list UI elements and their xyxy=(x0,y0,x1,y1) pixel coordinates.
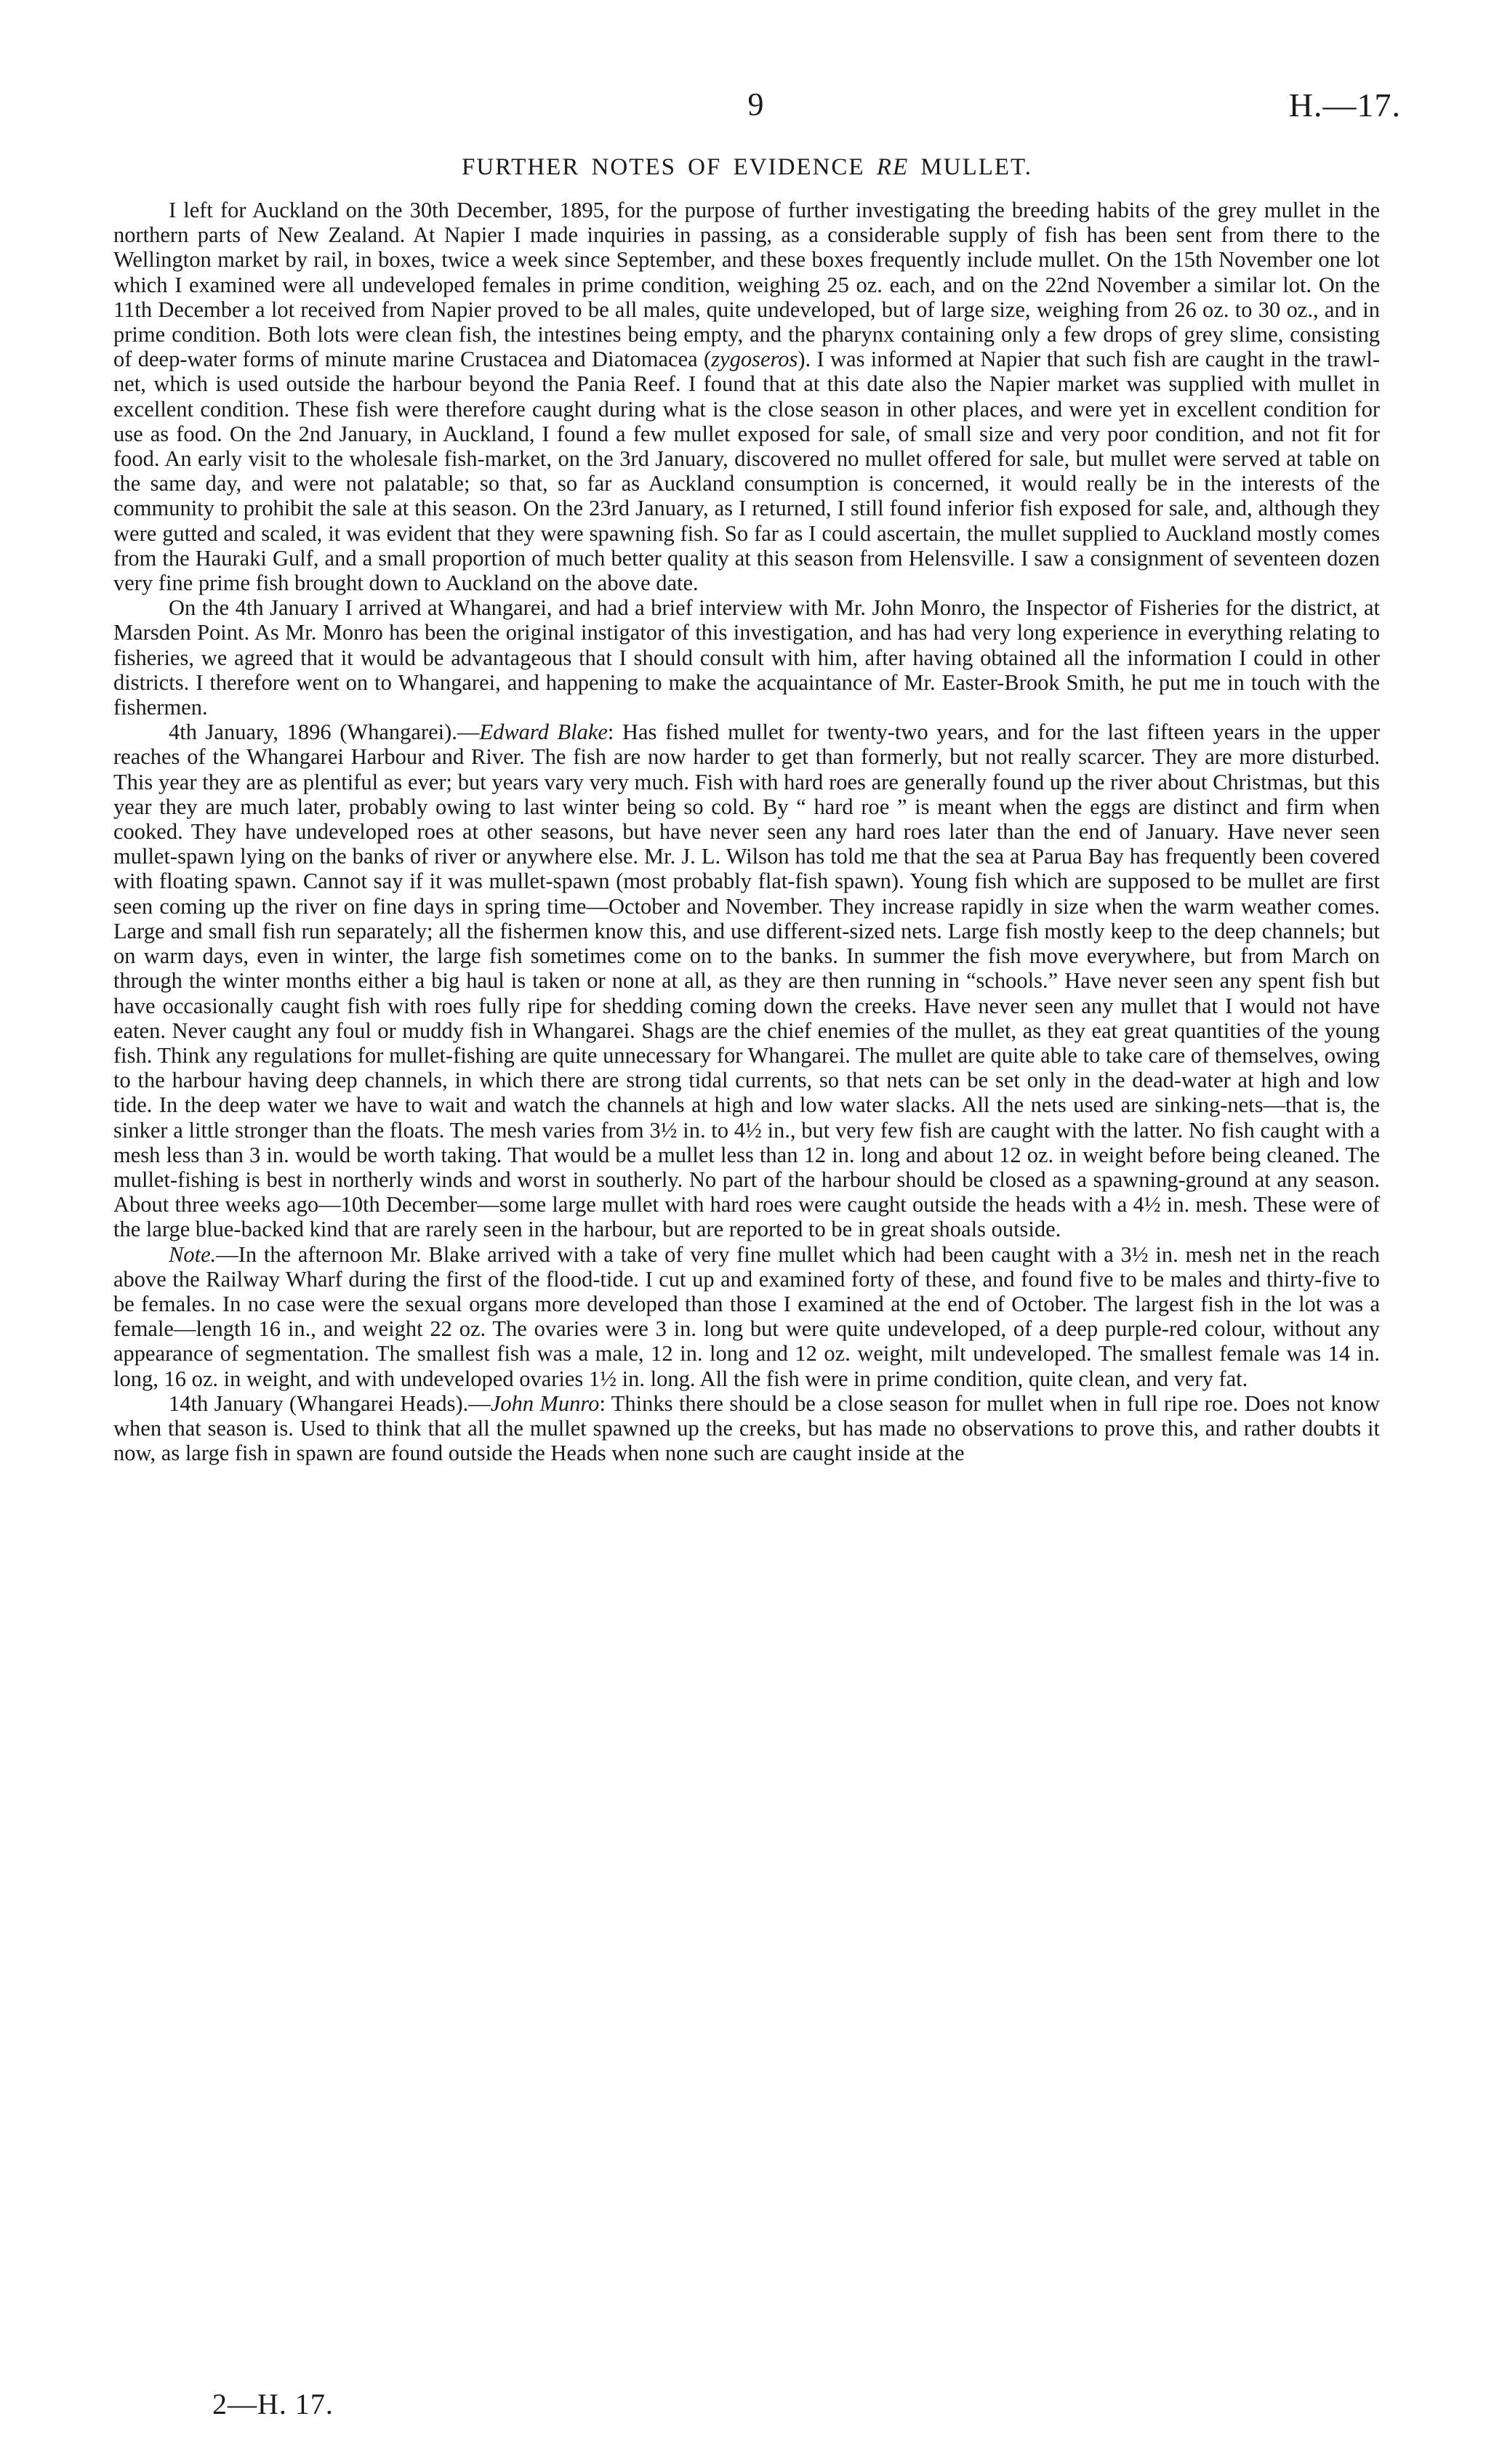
note-label: Note. xyxy=(169,1241,217,1267)
document-code: H.—17. xyxy=(1288,86,1401,124)
italic-term: zygoseros xyxy=(711,347,798,372)
paragraph-text: ). I was informed at Napier that such fish are caught in the trawl-net, which is used outside the harbour beyond the Pania Reef. I found that at this date also the Napier market was supplied with mullet in excellent condition. These fish were therefore caught during what is the close season in other places, and were yet in excellent condition for use as food. On the 2nd January, in Auckland, I found a few mullet exposed for sale, of small size and very poor condition, and not fit for food. An early visit to the wholesale fish-market, on the 3rd January, discovered no mullet offered for sale, but mullet were served at table on the same day, and were not palatable; so that, so far as Auckland consumption is concerned, it would really be in the interests of the community to prohibit the sale at this season. On the 23rd January, as I returned, I still found inferior fish exposed for sale, and, although they were gutted and scaled, it was evident that they were spawning fish. So far as I could ascertain, the mullet supplied to Auckland mostly comes from the Hauraki Gulf, and a small proportion of much better quality at this season from Helensville. I saw a consignment of seventeen dozen very fine prime fish brought down to Auckland on the above date. xyxy=(113,347,1380,596)
paragraph-auckland xyxy=(113,198,1380,595)
witness-name: John Munro xyxy=(490,1390,600,1416)
body-text xyxy=(113,198,1380,1465)
signature-mark: 2—H. 17. xyxy=(212,2388,334,2420)
witness-name: Edward Blake xyxy=(479,720,608,745)
paragraph-note xyxy=(113,1242,1380,1391)
entry-date: 14th January (Whangarei Heads).— xyxy=(169,1390,491,1416)
paragraph-text: I left for Auckland on the 30th December, 1895, for the purpose of further investigating the breeding habits of the grey mullet in the northern parts of New Zealand. At Napier I made inquiries in passing, as a considerable supply of fish has been sent from there to the Wellington market by rail, in boxes, twice a week since September, and these boxes frequently include mullet. On the 15th November one lot which I examined were all undeveloped females in prime condition, weighing 25 oz. each, and on the 22nd November a similar lot. On the 11th December a lot received from Napier proved to be all males, quite undeveloped, but of large size, weighing from 26 oz. to 30 oz., and in prime condition. Both lots were clean fish, the intestines being empty, and the pharynx containing only a few drops of grey slime, consisting of deep-water forms of minute marine Crustacea and Diatomacea ( xyxy=(113,198,1380,372)
title-re: RE xyxy=(876,154,909,180)
section-title xyxy=(0,154,1494,181)
paragraph-edward-blake xyxy=(113,720,1380,1241)
paragraph-john-munro xyxy=(113,1391,1380,1466)
title-text: FURTHER NOTES OF EVIDENCE xyxy=(461,154,877,180)
page-number: 9 xyxy=(747,86,765,122)
entry-date: 4th January, 1896 (Whangarei).— xyxy=(169,720,480,745)
paragraph-text: : Thinks there should be a close season for mullet when in full ripe roe. Does not know when that season is. Used to think that all the mullet spawned up the creeks, but has made no observations to prove this, and rather doubts it now, as large fish in spawn are found outside the Heads when none such are caught inside at the xyxy=(113,1390,1381,1466)
paragraph-whangarei-arrival: On the 4th January I arrived at Whangarei, and had a brief interview with Mr. John Monro, the Inspector of Fisheries for the district, at Marsden Point. As Mr. Monro has been the original instigator of this investigation, and has had very long experience in everything relating to fisheries, we agreed that it would be advantageous that I should consult with him, after having obtained all the information I could in other districts. I therefore went on to Whangarei, and happening to make the acquaintance of Mr. Easter-Brook Smith, he put me in touch with the fishermen. xyxy=(113,595,1380,720)
title-text-end: MULLET. xyxy=(909,154,1033,180)
paragraph-text: : Has fished mullet for twenty-two years, and for the last fifteen years in the upper reaches of the Whangarei Harbour and River. The fish are now harder to get than formerly, but not really scarcer. They are more disturbed. This year they are as plentiful as ever; but years vary very much. Fish with hard roes are generally found up the river about Christmas, but this year they are much later, probably owing to last winter being so cold. By “ hard roe ” is meant when the eggs are distinct and firm when cooked. They have undeveloped roes at other seasons, but have never seen any hard roes later than the end of January. Have never seen mullet-spawn lying on the banks of river or anywhere else. Mr. J. L. Wilson has told me that the sea at Parua Bay has frequently been covered with floating spawn. Cannot say if it was mullet-spawn (most probably flat-fish spawn). Young fish which are supposed to be mullet are first seen coming up the river on fine days in spring time—October and November. They increase rapidly in size when the warm weather comes. Large and small fish run separately; all the fishermen know this, and use different-sized nets. Large fish mostly keep to the deep channels; but on warm days, even in winter, the large fish sometimes come on to the banks. In summer the fish move everywhere, but from March on through the winter months either a big haul is taken or none at all, as they are then running in “schools.” Have never seen any spent fish but have occasionally caught fish with roes fully ripe for shedding coming down the creeks. Have never seen any mullet that I would not have eaten. Never caught any foul or muddy fish in Whangarei. Shags are the chief enemies of the mullet, as they eat great quantities of the young fish. Think any regulations for mullet-fishing are quite unnecessary for Whangarei. The mullet are quite able to take care of themselves, owing to the harbour having deep channels, in which there are strong tidal currents, so that nets can be set only in the dead-water at high and low tide. In the deep water we have to wait and watch the channels at high and low water slacks. All the nets used are sinking-nets—that is, the sinker a little stronger than the floats. The mesh varies from 3½ in. to 4½ in., but very few fish are caught with the latter. No fish caught with a mesh less than 3 in. would be worth taking. That would be a mullet less than 12 in. long and about 12 oz. in weight before being cleaned. The mullet-fishing is best in northerly winds and worst in southerly. No part of the harbour should be closed as a spawning-ground at any season. About three weeks ago—10th December—some large mullet with hard roes were caught outside the heads with a 4½ in. mesh. These were of the large blue-backed kind that are rarely seen in the harbour, but are reported to be in great shoals outside. xyxy=(113,720,1381,1242)
paragraph-text: —In the afternoon Mr. Blake arrived with a take of very fine mullet which had been caught with a 3½ in. mesh net in the reach above the Railway Wharf during the first of the flood-tide. I cut up and examined forty of these, and found five to be males and thirty-five to be females. In no case were the sexual organs more developed than those I examined at the end of October. The largest fish in the lot was a female—length 16 in., and weight 22 oz. The ovaries were 3 in. long but were quite undeveloped, of a deep purple-red colour, without any appearance of segmentation. The smallest fish was a male, 12 in. long and 12 oz. weight, milt undeveloped. The smallest female was 14 in. long, 16 oz. in weight, and with undeveloped ovaries 1½ in. long. All the fish were in prime condition, quite clean, and very fat. xyxy=(113,1241,1380,1391)
